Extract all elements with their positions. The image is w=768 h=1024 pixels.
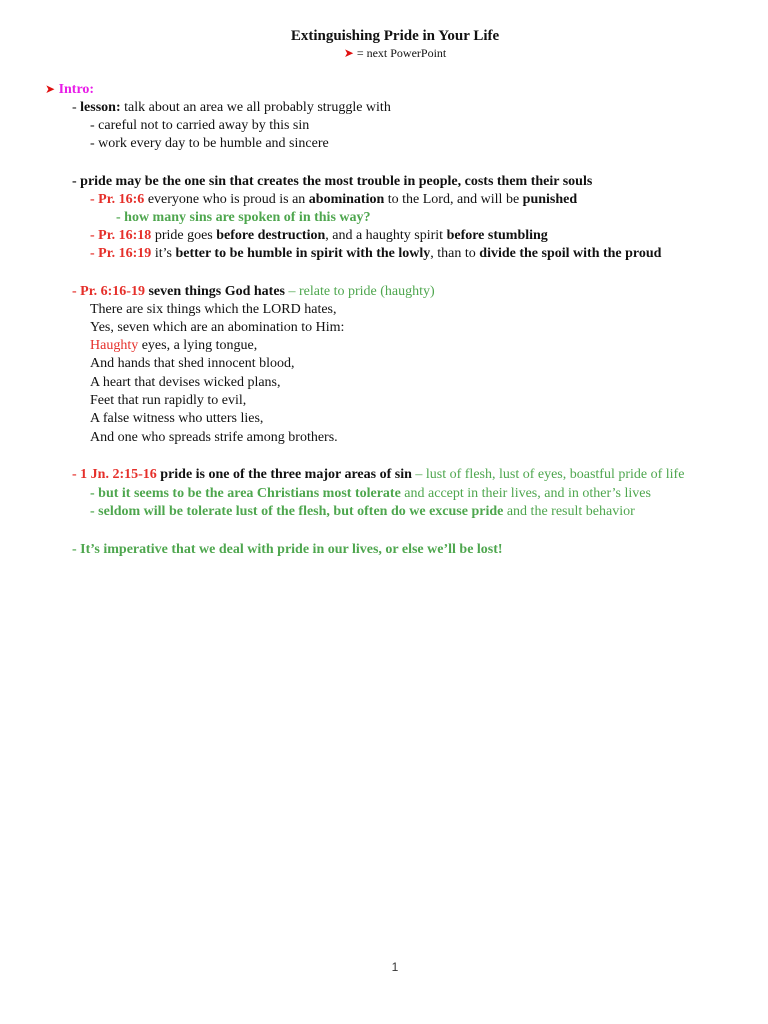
scripture-ref: - Pr. 16:18: [90, 228, 152, 243]
lesson-sub-1: - careful not to carried away by this sin: [90, 118, 310, 133]
closing-statement: - It’s imperative that we deal with pride in our lives, or else we’ll be lost!: [72, 542, 503, 557]
verse-line-6: Feet that run rapidly to evil,: [90, 393, 247, 408]
verse-emphasis: better to be humble in spirit with the lowly: [175, 246, 431, 261]
scripture-ref: - Pr. 16:6: [90, 192, 145, 207]
arrow-icon: ➤: [45, 82, 56, 96]
lesson-text: talk about an area we all probably struggle with: [120, 100, 391, 115]
verse-emphasis: divide the spoil with the proud: [479, 246, 662, 261]
verse-line-8: And one who spreads strife among brothers.: [90, 430, 338, 445]
intro-label: Intro:: [58, 82, 95, 97]
green-text: and accept in their lives, and in other’s lives: [400, 486, 651, 501]
verse-text: , than to: [430, 246, 480, 261]
verse-line-3: [90, 337, 257, 355]
pr-16-6-question: - how many sins are spoken of in this way?: [116, 210, 371, 225]
scripture-ref: - Pr. 16:19: [90, 246, 152, 261]
verse-text: , and a haughty spirit: [325, 228, 447, 243]
three-areas-note: – lust of flesh, lust of eyes, boastful pride of life: [411, 467, 685, 482]
scripture-ref: - Pr. 6:16-19: [72, 284, 145, 299]
green-emphasis: - but it seems to be the area Christians most tolerate: [90, 486, 401, 501]
jn-2-15-heading: [72, 466, 684, 484]
scripture-ref: - 1 Jn. 2:15-16: [72, 467, 157, 482]
page-number: 1: [391, 960, 399, 974]
verse-line-4: And hands that shed innocent blood,: [90, 356, 295, 371]
verse-text: pride goes: [151, 228, 217, 243]
legend-line: [0, 46, 768, 61]
seven-things-note: – relate to pride (haughty): [285, 284, 435, 299]
pr-6-16-heading: [72, 283, 435, 301]
lesson-sub-2: - work every day to be humble and sincere: [90, 136, 329, 151]
three-areas-label: pride is one of the three major areas of sin: [156, 467, 412, 482]
verse-emphasis: before stumbling: [446, 228, 548, 243]
verse-emphasis: before destruction: [216, 228, 326, 243]
verse-line-2: Yes, seven which are an abomination to Him:: [90, 320, 345, 335]
verse-emphasis: punished: [522, 192, 578, 207]
verse-text: it’s: [151, 246, 176, 261]
lesson-line: [72, 99, 391, 117]
verse-line-7: A false witness who utters lies,: [90, 411, 264, 426]
verse-text: to the Lord, and will be: [384, 192, 523, 207]
arrow-icon: ➤: [343, 46, 354, 60]
verse-line-5: A heart that devises wicked plans,: [90, 375, 281, 390]
page-title: Extinguishing Pride in Your Life: [290, 28, 500, 44]
legend-text: = next PowerPoint: [353, 46, 447, 60]
lesson-label: lesson:: [80, 100, 121, 115]
seven-things-label: seven things God hates: [144, 284, 285, 299]
green-text: and the result behavior: [503, 504, 635, 519]
bullet-dash: -: [72, 100, 81, 115]
pr-16-19-line: [90, 245, 661, 263]
verse-emphasis: abomination: [308, 192, 385, 207]
green-emphasis: - seldom will be tolerate lust of the flesh, but often do we excuse pride: [90, 504, 504, 519]
pride-heading: - pride may be the one sin that creates the most trouble in people, costs them their souls: [72, 174, 593, 189]
pr-16-18-line: [90, 227, 548, 245]
verse-text: everyone who is proud is an: [144, 192, 309, 207]
pr-16-6-line: [90, 191, 577, 209]
verse-text: eyes, a lying tongue,: [138, 338, 258, 353]
jn-sub-1: [90, 485, 651, 503]
jn-sub-2: [90, 503, 635, 521]
haughty-highlight: Haughty: [90, 338, 139, 353]
intro-heading: [45, 80, 94, 99]
verse-line-1: There are six things which the LORD hates,: [90, 302, 337, 317]
